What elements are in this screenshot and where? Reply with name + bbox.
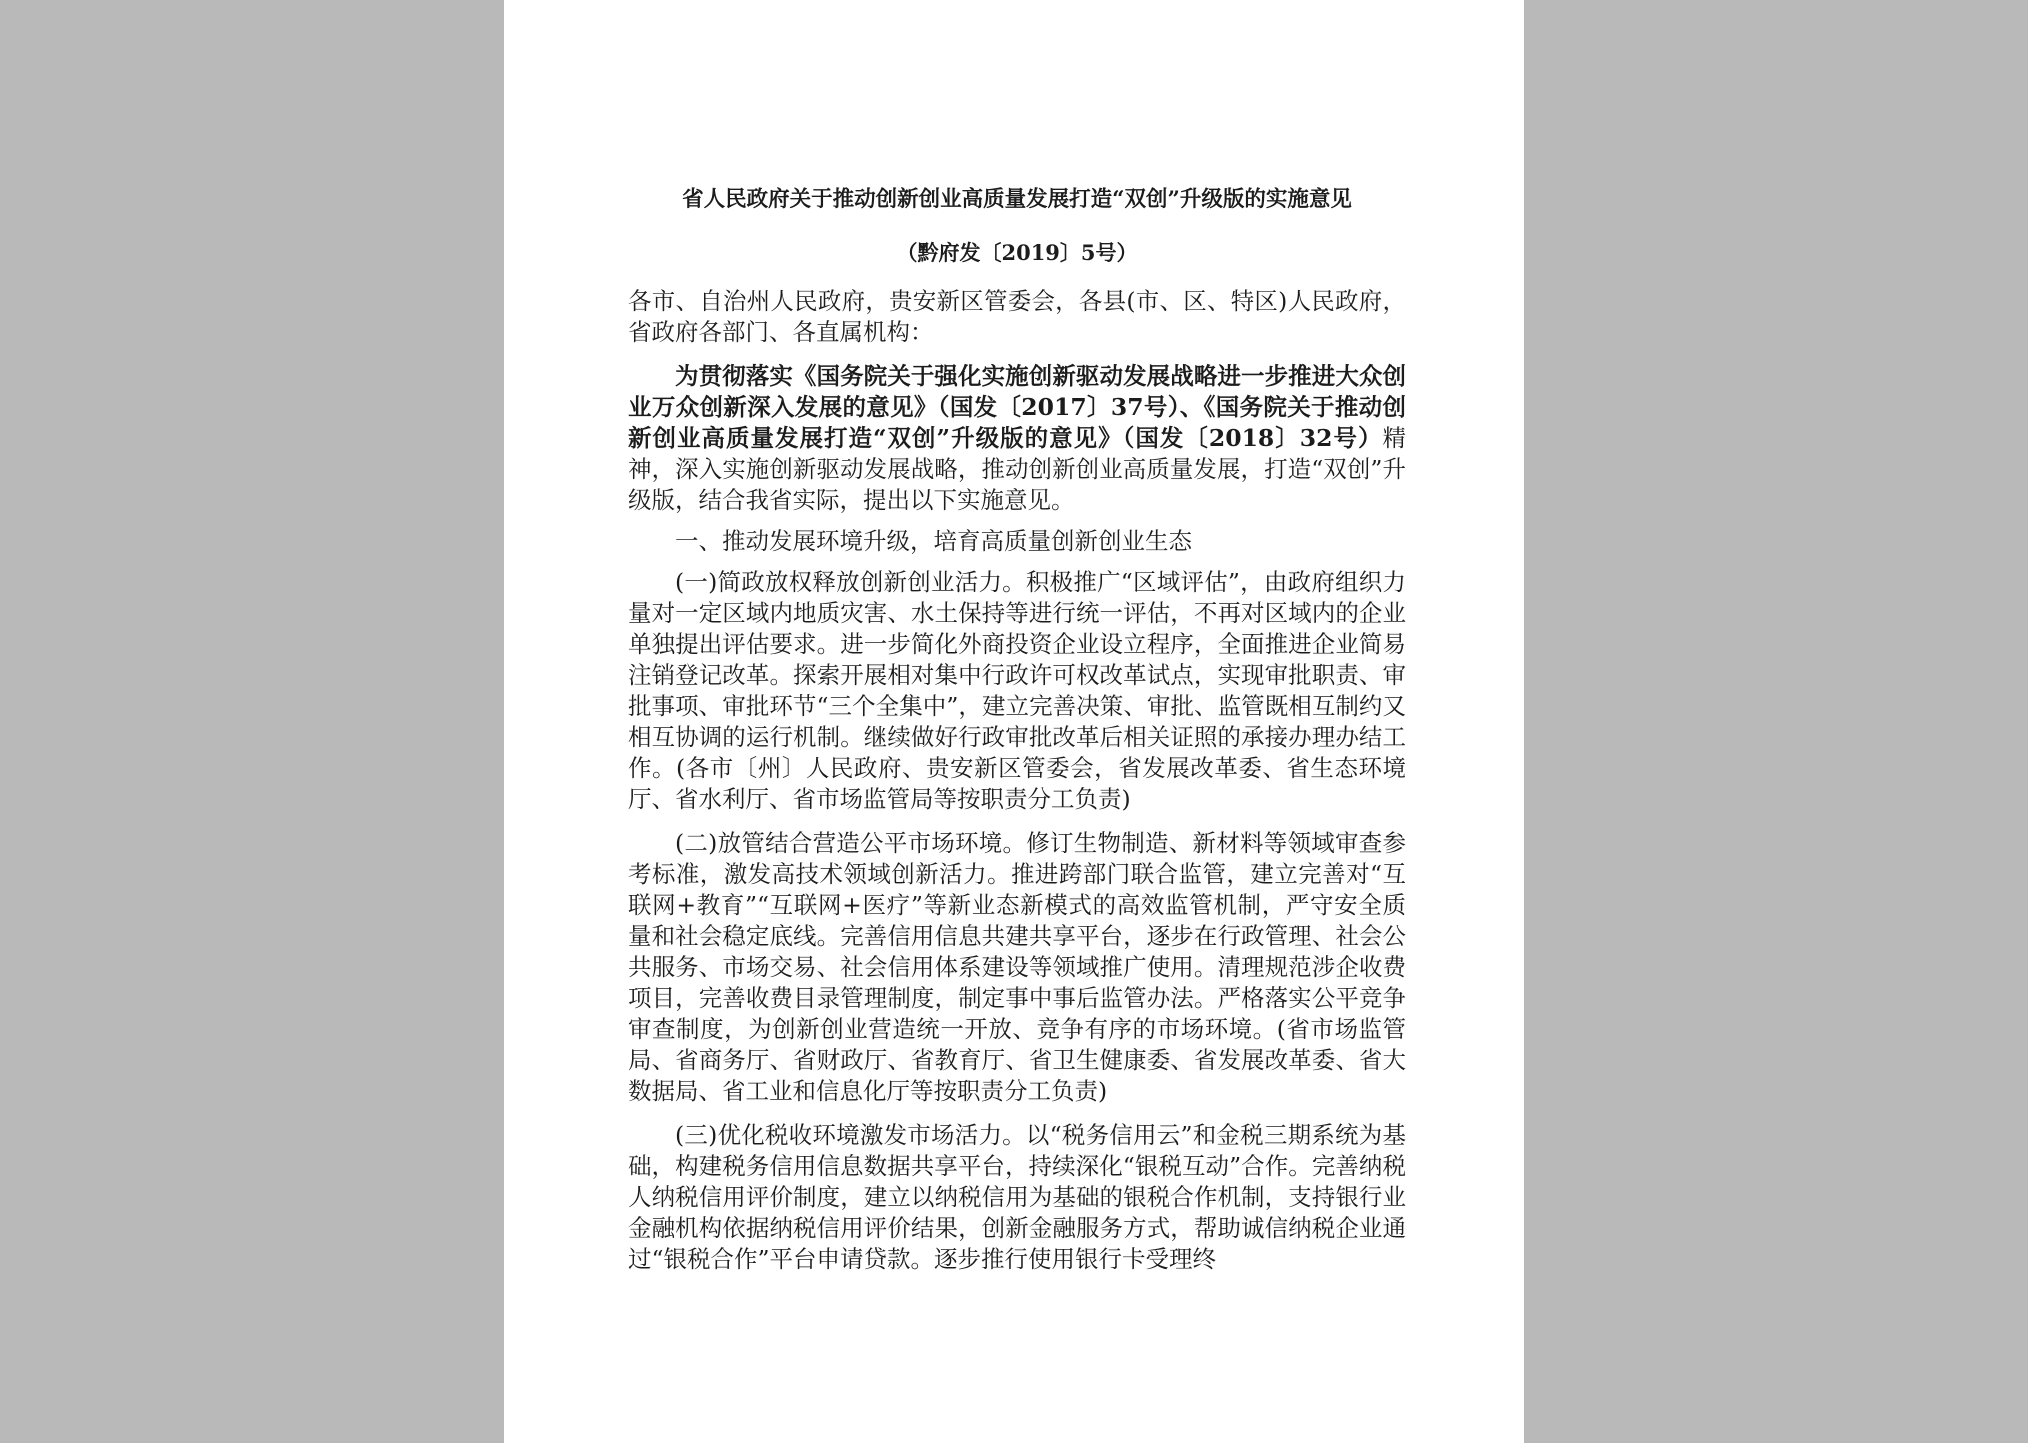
section-1-heading: 一、推动发展环境升级，培育高质量创新创业生态 [675,527,1192,555]
document-number: （黔府发〔2019〕5号） [896,240,1138,265]
document-page [504,0,1524,1443]
item-1-paragraph: (一)简政放权释放创新创业活力。积极推广“区域评估”，由政府组织力量对一定区域内地质灾害、水土保持等进行统一评估，不再对区域内的企业单独提出评估要求。进一步简化外商投资企业设立程序，全面推进企业简易注销登记改革。探索开展相对集中行政许可权改革试点，实现审批职责、审批事项、审批环节“三个全集中”，建立完善决策、审批、监管既相互制约又相互协调的运行机制。继续做好行政审批改革后相关证照的承接办理办结工作。(各市〔州〕人民政府、贵安新区管委会，省发展改革委、省生态环境厅、省水利厅、省市场监管局等按职责分工负责) [628,568,1406,813]
document-title: 省人民政府关于推动创新创业高质量发展打造“双创”升级版的实施意见 [682,187,1352,212]
intro-text: 精神，深入实施创新驱动发展战略，推动创新创业高质量发展，打造“双创”升级版，结合我省实际，提出以下实施意见。 [628,424,1406,514]
addressee-paragraph: 各市、自治州人民政府，贵安新区管委会，各县(市、区、特区)人民政府，省政府各部门、各直属机构： [628,287,1406,346]
item-2-paragraph: (二)放管结合营造公平市场环境。修订生物制造、新材料等领域审查参考标准，激发高技术领域创新活力。推进跨部门联合监管，建立完善对“互联网+教育”“互联网+医疗”等新业态新模式的高效监管机制，严守安全质量和社会稳定底线。完善信用信息共建共享平台，逐步在行政管理、社会公共服务、市场交易、社会信用体系建设等领域推广使用。清理规范涉企收费项目，完善收费目录管理制度，制定事中事后监管办法。严格落实公平竞争审查制度，为创新创业营造统一开放、竞争有序的市场环境。(省市场监管局、省商务厅、省财政厅、省教育厅、省卫生健康委、省发展改革委、省大数据局、省工业和信息化厅等按职责分工负责) [628,829,1406,1105]
document-content [628,180,1406,1275]
intro-bold-text: 为贯彻落实《国务院关于强化实施创新驱动发展战略进一步推进大众创业万众创新深入发展的意见》（国发〔2017〕37号）、《国务院关于推动创新创业高质量发展打造“双创”升级版的意见》（国发〔2018〕32号） [628,362,1406,452]
item-3-paragraph: (三)优化税收环境激发市场活力。以“税务信用云”和金税三期系统为基础，构建税务信用信息数据共享平台，持续深化“银税互动”合作。完善纳税人纳税信用评价制度，建立以纳税信用为基础的银税合作机制，支持银行业金融机构依据纳税信用评价结果，创新金融服务方式，帮助诚信纳税企业通过“银税合作”平台申请贷款。逐步推行使用银行卡受理终 [628,1121,1406,1273]
intro-paragraph [628,361,1406,516]
